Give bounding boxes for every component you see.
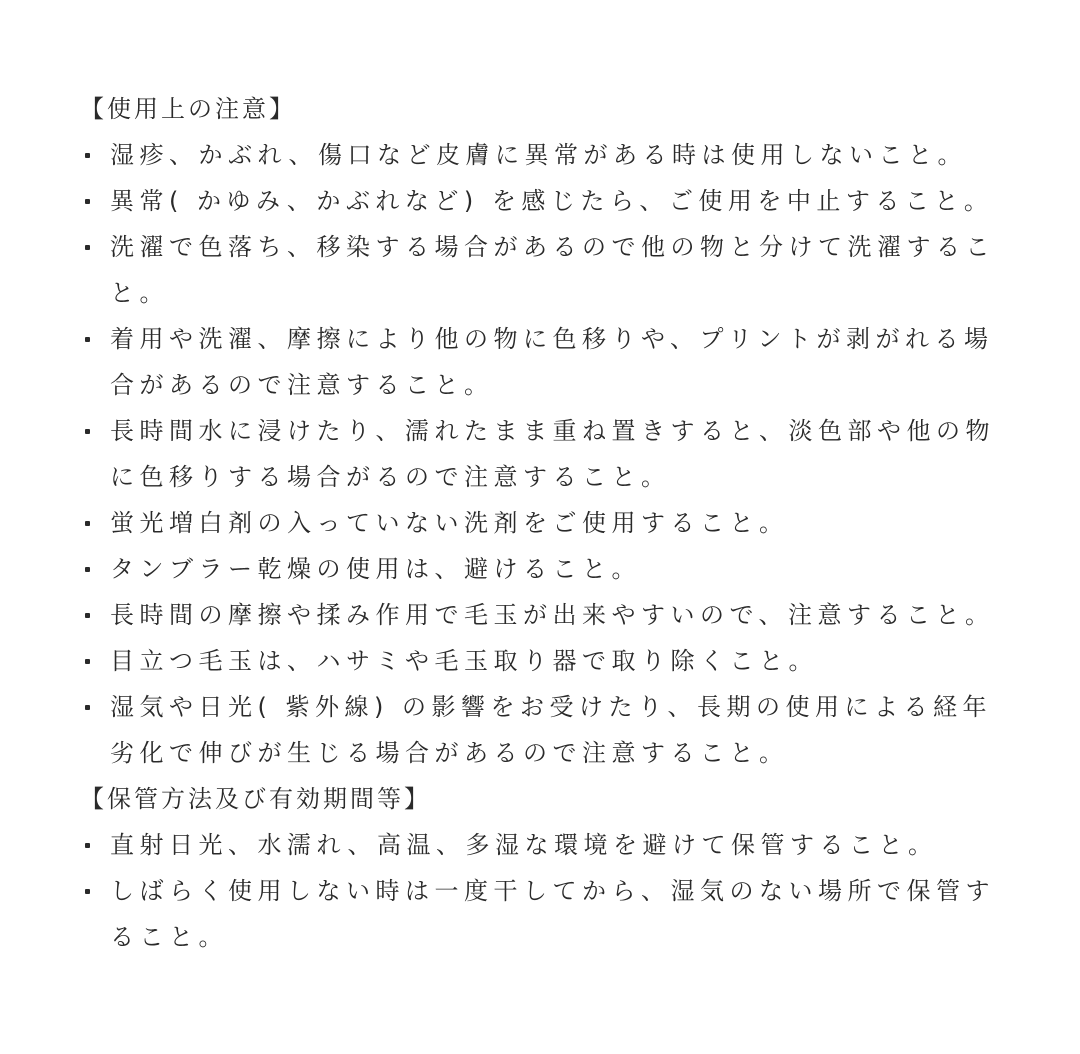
list-item-text: 湿疹、かぶれ、傷口など皮膚に異常がある時は使用しないこと。 [110,141,967,169]
list-item [80,500,1020,546]
bullet-icon [85,659,90,664]
list-item-text: 目立つ毛玉は、ハサミや毛玉取り器で取り除くこと。 [110,647,818,675]
list-item-text: 異常( かゆみ、かぶれなど) を感じたら、ご使用を中止すること。 [110,187,994,215]
list-item-text: 蛍光増白剤の入っていない洗剤をご使用すること。 [110,509,789,537]
bullet-icon [85,153,90,158]
list-item-text: 湿気や日光( 紫外線) の影響をお受けたり、長期の使用による経年 [110,693,992,721]
list-item [80,638,1020,684]
list-item [80,546,1020,592]
bullet-icon [85,245,90,250]
list-item-text-continued: に色移りする場合がるので注意すること。 [110,463,671,491]
list-item [80,178,1020,224]
list-item [80,132,1020,178]
bullet-icon [85,843,90,848]
bullet-icon [85,429,90,434]
bullet-icon [85,705,90,710]
list-item-text-continued: ること。 [110,923,228,951]
list-item [80,316,1020,408]
list-item [80,868,1020,960]
list-item [80,224,1020,316]
list-item-text: しばらく使用しない時は一度干してから、湿気のない場所で保管す [110,877,995,905]
list-item [80,822,1020,868]
section-heading-usage-precautions: 【使用上の注意】 [80,95,296,123]
list-item-text-continued: 合があるので注意すること。 [110,371,494,399]
bullet-icon [85,337,90,342]
list-item-text: 長時間水に浸けたり、濡れたまま重ね置きすると、淡色部や他の物 [110,417,995,445]
list-item [80,592,1020,638]
list-item-text: 直射日光、水濡れ、高温、多湿な環境を避けて保管すること。 [110,831,938,859]
list-item [80,408,1020,500]
care-instructions-document [80,86,1020,960]
list-item-text: 洗濯で色落ち、移染する場合があるので他の物と分けて洗濯するこ [110,233,995,261]
list-item-text-continued: 劣化で伸びが生じる場合があるので注意すること。 [110,739,789,767]
list-item [80,684,1020,776]
bullet-icon [85,567,90,572]
bullet-icon [85,199,90,204]
bullet-icon [85,521,90,526]
bullet-icon [85,889,90,894]
list-item-text: 長時間の摩擦や揉み作用で毛玉が出来やすいので、注意すること。 [110,601,995,629]
list-item-text: タンブラー乾燥の使用は、避けること。 [110,555,641,583]
bullet-icon [85,613,90,618]
section-heading-storage: 【保管方法及び有効期間等】 [80,785,431,813]
list-item-text: 着用や洗濯、摩擦により他の物に色移りや、プリントが剥がれる場 [110,325,994,353]
list-item-text-continued: と。 [110,279,169,307]
